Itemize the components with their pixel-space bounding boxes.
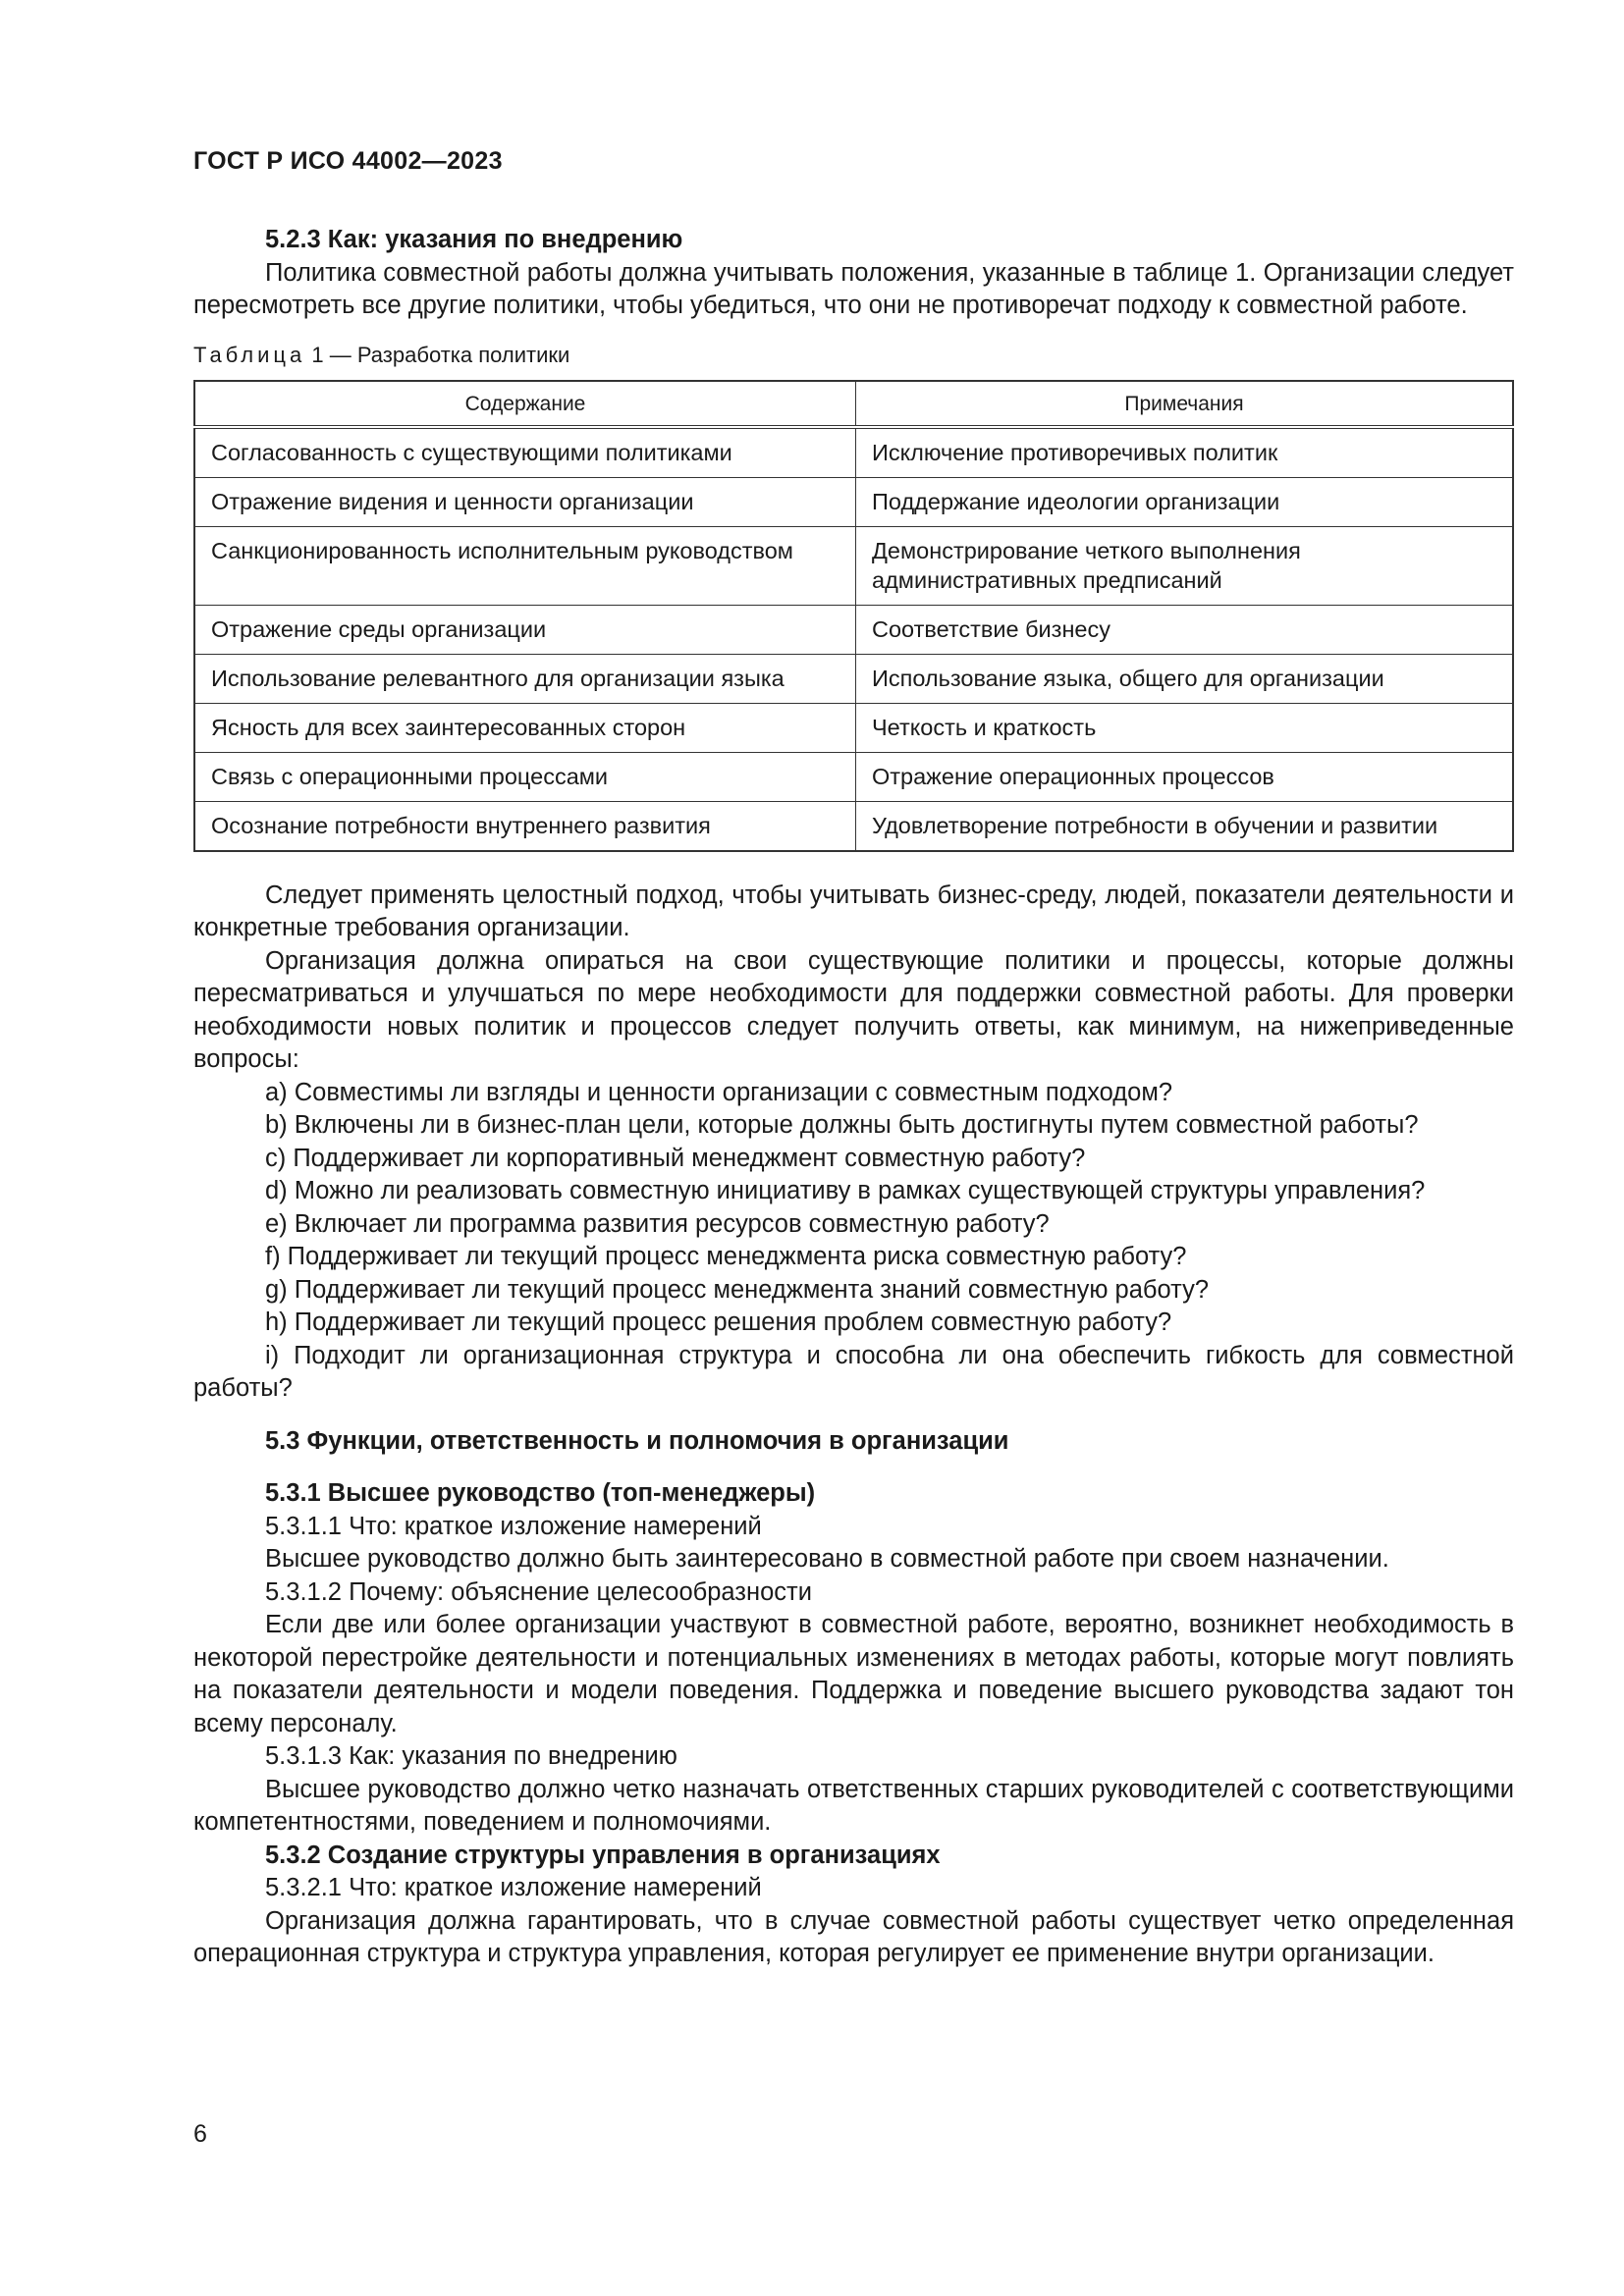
table-header-row	[194, 381, 1513, 427]
paragraph: Высшее руководство должно четко назначать ответственных старших руководителей с соответствующими компетентностями, поведением и полномочиями.	[193, 1775, 1514, 1836]
page-content	[193, 224, 1514, 1971]
table-caption	[193, 341, 1514, 370]
table-cell: Санкционированность исполнительным руководством	[194, 526, 856, 605]
subsection-heading: 5.3.2.1 Что: краткое изложение намерений	[265, 1874, 762, 1901]
list-item: f) Поддерживает ли текущий процесс менеджмента риска совместную работу?	[265, 1243, 1187, 1270]
list-item: e) Включает ли программа развития ресурсов совместную работу?	[265, 1209, 1050, 1238]
table-caption-prefix: Таблица	[193, 342, 306, 367]
section-heading-5-3: 5.3 Функции, ответственность и полномочия в организации	[265, 1426, 1009, 1455]
table-cell: Поддержание идеологии организации	[856, 477, 1514, 526]
table-cell: Осознание потребности внутреннего развития	[194, 801, 856, 851]
table-cell: Четкость и краткость	[856, 703, 1514, 752]
list-item: h) Поддерживает ли текущий процесс решения проблем совместную работу?	[265, 1308, 1172, 1336]
table-row	[194, 605, 1513, 654]
table-cell: Использование языка, общего для организации	[856, 654, 1514, 703]
table-row	[194, 526, 1513, 605]
section-heading-5-3-1: 5.3.1 Высшее руководство (топ-менеджеры)	[265, 1479, 816, 1507]
page-number: 6	[193, 2120, 207, 2148]
table-row	[194, 752, 1513, 801]
table-row	[194, 427, 1513, 478]
table-cell: Исключение противоречивых политик	[856, 427, 1514, 478]
list-item: d) Можно ли реализовать совместную инициативу в рамках существующей структуры управления?	[265, 1177, 1426, 1204]
table-cell: Демонстрирование четкого выполнения административных предписаний	[856, 526, 1514, 605]
paragraph: Организация должна гарантировать, что в случае совместной работы существует четко определенная операционная структура и структура управления, которая регулирует ее применение внутри организации.	[193, 1906, 1514, 1967]
table-row	[194, 654, 1513, 703]
paragraph: Следует применять целостный подход, чтобы учитывать бизнес-среду, людей, показатели деятельности и конкретные требования организации.	[193, 881, 1514, 941]
paragraph: Организация должна опираться на свои существующие политики и процессы, которые должны пересматриваться и улучшаться по мере необходимости для поддержки совместной работы. Для проверки необходимости новых политик и процессов следует получить ответы, как минимум, на нижеприведенные вопросы:	[193, 946, 1514, 1073]
list-item: i) Подходит ли организационная структура и способна ли она обеспечить гибкость для совместной работы?	[193, 1341, 1514, 1402]
subsection-heading: 5.3.1.1 Что: краткое изложение намерений	[265, 1512, 762, 1540]
list-item: b) Включены ли в бизнес-план цели, которые должны быть достигнуты путем совместной работы?	[265, 1111, 1419, 1139]
subsection-heading: 5.3.1.2 Почему: объяснение целесообразности	[265, 1577, 812, 1606]
table-header-cell: Содержание	[194, 381, 856, 427]
table-cell: Отражение видения и ценности организации	[194, 477, 856, 526]
list-item: g) Поддерживает ли текущий процесс менеджмента знаний совместную работу?	[265, 1275, 1210, 1304]
section-heading-5-3-2: 5.3.2 Создание структуры управления в организациях	[265, 1841, 941, 1869]
table-cell: Удовлетворение потребности в обучении и развитии	[856, 801, 1514, 851]
paragraph: Если две или более организации участвуют в совместной работе, вероятно, возникнет необходимость в некоторой перестройке деятельности и потенциальных изменениях в методах работы, которые могут повлиять на показатели деятельности и модели поведения. Поддержка и поведение высшего руководства задают тон всему персоналу.	[193, 1611, 1514, 1737]
table-row	[194, 477, 1513, 526]
table-cell: Согласованность с существующими политиками	[194, 427, 856, 478]
paragraph: Высшее руководство должно быть заинтересовано в совместной работе при своем назначении.	[265, 1545, 1389, 1573]
table-row	[194, 703, 1513, 752]
table-cell: Отражение операционных процессов	[856, 752, 1514, 801]
document-header: ГОСТ Р ИСО 44002—2023	[193, 147, 503, 175]
table-cell: Связь с операционными процессами	[194, 752, 856, 801]
table-cell: Отражение среды организации	[194, 605, 856, 654]
list-item: c) Поддерживает ли корпоративный менеджмент совместную работу?	[265, 1144, 1086, 1172]
section-heading-5-2-3: 5.2.3 Как: указания по внедрению	[265, 226, 683, 253]
table-header-cell: Примечания	[856, 381, 1514, 427]
table-row	[194, 801, 1513, 851]
policy-table	[193, 380, 1514, 852]
table-cell: Ясность для всех заинтересованных сторон	[194, 703, 856, 752]
paragraph: Политика совместной работы должна учитывать положения, указанные в таблице 1. Организации следует пересмотреть все другие политики, чтобы убедиться, что они не противоречат подходу к совместной работе.	[193, 258, 1514, 319]
list-item: a) Совместимы ли взгляды и ценности организации с совместным подходом?	[265, 1078, 1173, 1106]
table-cell: Соответствие бизнесу	[856, 605, 1514, 654]
table-caption-rest: 1 — Разработка политики	[311, 342, 570, 367]
table-cell: Использование релевантного для организации языка	[194, 654, 856, 703]
subsection-heading: 5.3.1.3 Как: указания по внедрению	[265, 1742, 677, 1770]
